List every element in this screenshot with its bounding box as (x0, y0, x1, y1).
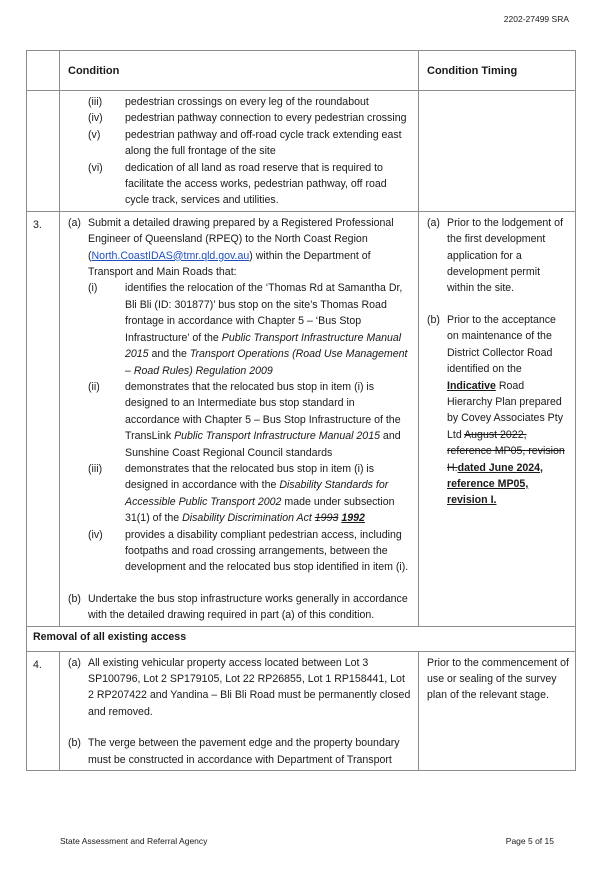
footer-page-number: Page 5 of 15 (505, 836, 554, 846)
deleted-text: August 2022, reference MP05, revision H. (447, 428, 565, 474)
timing-cell-empty (419, 91, 576, 212)
list-item: (v) pedestrian pathway and off-road cycle track extending east along the full frontage of the site (88, 128, 402, 158)
conditions-table (26, 50, 576, 771)
list-item: (iv) pedestrian pathway connection to every pedestrian crossing (88, 112, 407, 125)
inserted-text: dated June 2024, reference MP05, revision I. (447, 461, 543, 507)
table-row-continued (27, 91, 576, 212)
condition-3-timing (419, 211, 576, 626)
list-item: (ii) demonstrates that the relocated bus stop in item (i) is designed to an Intermediate bus stop standard in accordance with Chapter 5 – Bus Stop Infrastructure of the TransLink Public Transport Infrastructure Manual 2015 and Sunshine Coast Regional Council standards (88, 380, 401, 459)
footer-agency: State Assessment and Referral Agency (60, 836, 208, 846)
list-item: (vi) dedication of all land as road reserve that is required to facilitate the access works, pedestrian pathway, off road cycle track, services and utilities. (88, 161, 387, 207)
continued-condition-cell (60, 91, 419, 212)
list-item: (iii) demonstrates that the relocated bus stop in item (i) is designed in accordance with the Disability Standards for Accessible Public Transport 2002 made under subsection 31(1) of the Disability Discrimination Act 1993 1992 (88, 462, 395, 525)
list-item: (iii) pedestrian crossings on every leg of the roundabout (88, 96, 369, 108)
header-condition: Condition (60, 51, 419, 91)
email-link[interactable]: North.CoastIDAS@tmr.qld.gov.au (91, 249, 250, 262)
part-b: (b) The verge between the pavement edge and the property boundary must be constructed in accordance with Department of Transport (68, 737, 400, 766)
condition-4-text (60, 651, 419, 770)
condition-3-text (60, 211, 419, 626)
table-row-condition-4 (27, 651, 576, 770)
inserted-text: 1992 (341, 512, 365, 525)
timing-b: (b) Prior to the acceptance on maintenance of the District Collector Road identified on the Indicative Road Hierarchy Plan prepared by Covey Associates Pty Ltd August 2022, reference MP05, revision H.dated June 2024, reference MP05, revision I. (427, 313, 565, 507)
condition-number: 4. (27, 651, 60, 770)
deleted-text: 1993 (314, 512, 339, 525)
table-row-condition-3 (27, 211, 576, 626)
section-heading: Removal of all existing access (27, 626, 576, 651)
timing-a: (a) Prior to the lodgement of the first development application for a development permit within the site. (427, 216, 564, 295)
list-item: (iv) provides a disability compliant pedestrian access, including footpaths and road crossing arrangements, between the development and the relocated bus stop identified in item (i). (88, 528, 409, 574)
section-heading-row (27, 626, 576, 651)
document-reference: 2202-27499 SRA (503, 14, 569, 24)
condition-4-timing: Prior to the commencement of use or sealing of the survey plan of the relevant stage. (419, 651, 576, 770)
part-a: (a) All existing vehicular property access located between Lot 3 SP100796, Lot 2 SP179105, Lot 22 RP26855, Lot 1 RP158441, Lot 2 RP207422 and Yandina – Bli Bli Road must be permanently closed and removed. (68, 656, 411, 718)
inserted-text: Indicative (447, 379, 496, 392)
header-number-cell (27, 51, 60, 91)
table-header-row (27, 51, 576, 91)
part-b: (b) Undertake the bus stop infrastructure works generally in accordance with the detailed drawing required in part (a) of this condition. (68, 592, 408, 622)
header-condition-timing: Condition Timing (419, 51, 576, 91)
part-a: (a) Submit a detailed drawing prepared by a Registered Professional Engineer of Queensland (RPEQ) to the North Coast Region (North.CoastIDAS@tmr.qld.gov.au) within the Department of Transport and Main Roads that: (68, 216, 394, 279)
condition-number: 3. (27, 211, 60, 626)
row-number-cell (27, 91, 60, 212)
list-item: (i) identifies the relocation of the ‘Thomas Rd at Samantha Dr, Bli Bli (ID: 301877)’ bus stop on the site’s Thomas Road frontage in accordance with Chapter 5 – ‘Bus Stop Infrastructure’ of the Public Transport Infrastructure Manual 2015 and the Transport Operations (Road Use Management – Road Rules) Regulation 2009 (88, 282, 408, 377)
